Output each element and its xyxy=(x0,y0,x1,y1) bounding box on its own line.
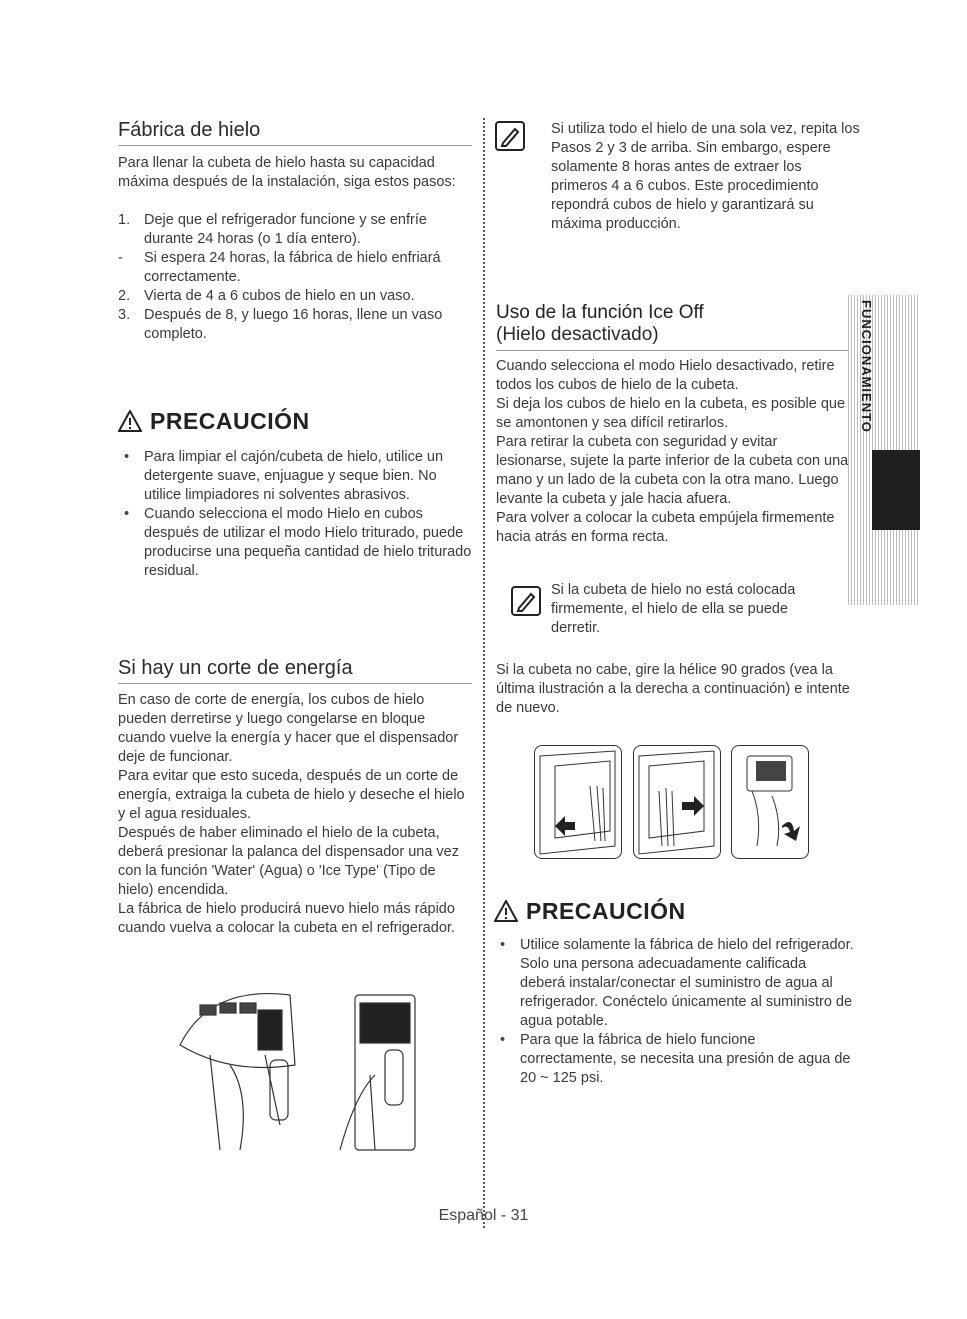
helix-rotate-icon xyxy=(732,746,808,858)
side-tab-marker xyxy=(872,450,920,530)
caution-heading: PRECAUCIÓN xyxy=(494,900,854,922)
paragraph: En caso de corte de energía, los cubos de hielo pueden derretirse y luego congelarse en bloque cuando vuelve la energía y hacer que el dispensador deje de funcionar. xyxy=(118,692,459,765)
ice-maker-intro: Para llenar la cubeta de hielo hasta su capacidad máxima después de la instalación, siga estos pasos: xyxy=(118,155,456,190)
column-divider xyxy=(483,118,485,1228)
dispenser-panel-illustration xyxy=(170,975,470,1155)
tray-remove-icon xyxy=(535,746,621,858)
ice-maker-steps xyxy=(118,211,472,344)
note-icon-2 xyxy=(510,585,546,621)
note-icon-1 xyxy=(494,120,530,156)
ice-off-heading-line2: (Hielo desactivado) xyxy=(496,324,851,351)
note-icon xyxy=(510,585,542,617)
list-item: • Para que la fábrica de hielo funcione correctamente, se necesita una presión de agua de 20 ~ 125 psi. xyxy=(494,1031,854,1088)
paragraph: Para evitar que esto suceda, después de un corte de energía, extraiga la cubeta de hielo y deseche el hielo y el agua residuales. xyxy=(118,768,465,822)
paragraph: Si deja los cubos de hielo en la cubeta, es posible que se amontonen y sea difícil retirarlos. xyxy=(496,396,846,431)
power-outage-section xyxy=(118,656,472,938)
tray-insert-illustration xyxy=(633,745,721,859)
paragraph: Cuando selecciona el modo Hielo desactivado, retire todos los cubos de hielo de la cubeta. xyxy=(496,358,835,393)
paragraph: La fábrica de hielo producirá nuevo hielo más rápido cuando vuelva a colocar la cubeta en el refrigerador. xyxy=(118,901,455,936)
caution-list xyxy=(118,448,472,581)
side-tab-label: FUNCIONAMIENTO xyxy=(859,300,874,433)
ice-off-section xyxy=(496,302,851,547)
page-footer: Español - 31 xyxy=(438,1207,529,1224)
list-item: • Utilice solamente la fábrica de hielo del refrigerador. Solo una persona adecuadamente calificada deberá instalar/conectar el suministro de agua al refrigerador. Conéctelo únicamente al suministro de agua potable. xyxy=(494,936,854,1031)
list-item: 3. Después de 8, y luego 16 horas, llene un vaso completo. xyxy=(118,307,443,342)
helix-rotate-illustration xyxy=(731,745,809,859)
ice-maker-section xyxy=(118,118,472,344)
caution-box-2 xyxy=(494,897,854,1088)
list-item: - Si espera 24 horas, la fábrica de hielo enfriará correctamente. xyxy=(118,250,441,285)
power-outage-heading: Si hay un corte de energía xyxy=(118,656,472,684)
tray-insert-icon xyxy=(634,746,720,858)
warning-icon xyxy=(118,410,142,432)
helix-instructions: Si la cubeta no cabe, gire la hélice 90 grados (vea la última ilustración a la derecha a continuación) e intente de nuevo. xyxy=(496,662,850,716)
ice-maker-heading: Fábrica de hielo xyxy=(118,118,472,146)
list-item: • Para limpiar el cajón/cubeta de hielo, utilice un detergente suave, enjuague y seque bien. No utilice limpiadores ni solventes abrasivos. xyxy=(118,448,472,505)
dispenser-illustrations xyxy=(170,975,470,1155)
note-text-2: Si la cubeta de hielo no está colocada firmemente, el hielo de ella se puede derretir. xyxy=(551,582,796,636)
note-icon xyxy=(494,120,526,152)
ice-off-heading-line1: Uso de la función Ice Off xyxy=(496,302,704,323)
warning-icon xyxy=(494,900,518,922)
caution-list xyxy=(494,936,854,1088)
paragraph: Para retirar la cubeta con seguridad y evitar lesionarse, sujete la parte inferior de la cubeta con una mano y un lado de la cubeta con la otra mano. Luego levante la cubeta y jale hacia afuera. xyxy=(496,434,849,507)
caution-box-1 xyxy=(118,407,472,581)
list-item: 2. Vierta de 4 a 6 cubos de hielo en un vaso. xyxy=(118,288,415,304)
tray-remove-illustration xyxy=(534,745,622,859)
paragraph: Para volver a colocar la cubeta empújela firmemente hacia atrás en forma recta. xyxy=(496,510,835,545)
note-text-1: Si utiliza todo el hielo de una sola vez, repita los Pasos 2 y 3 de arriba. Sin embargo, espere solamente 8 horas antes de extraer los primeros 4 a 6 cubos. Este procedimiento repondrá cubos de hielo y garantizará su máxima producción. xyxy=(551,121,860,232)
caution-heading: PRECAUCIÓN xyxy=(118,410,472,432)
list-item: • Cuando selecciona el modo Hielo en cubos después de utilizar el modo Hielo triturado, puede producirse una pequeña cantidad de hielo triturado residual. xyxy=(118,505,472,581)
paragraph: Después de haber eliminado el hielo de la cubeta, deberá presionar la palanca del dispensador una vez con la función 'Water' (Agua) o 'Ice Type' (Tipo de hielo) encendida. xyxy=(118,825,459,898)
list-item: 1. Deje que el refrigerador funcione y se enfríe durante 24 horas (o 1 día entero). xyxy=(118,212,427,247)
